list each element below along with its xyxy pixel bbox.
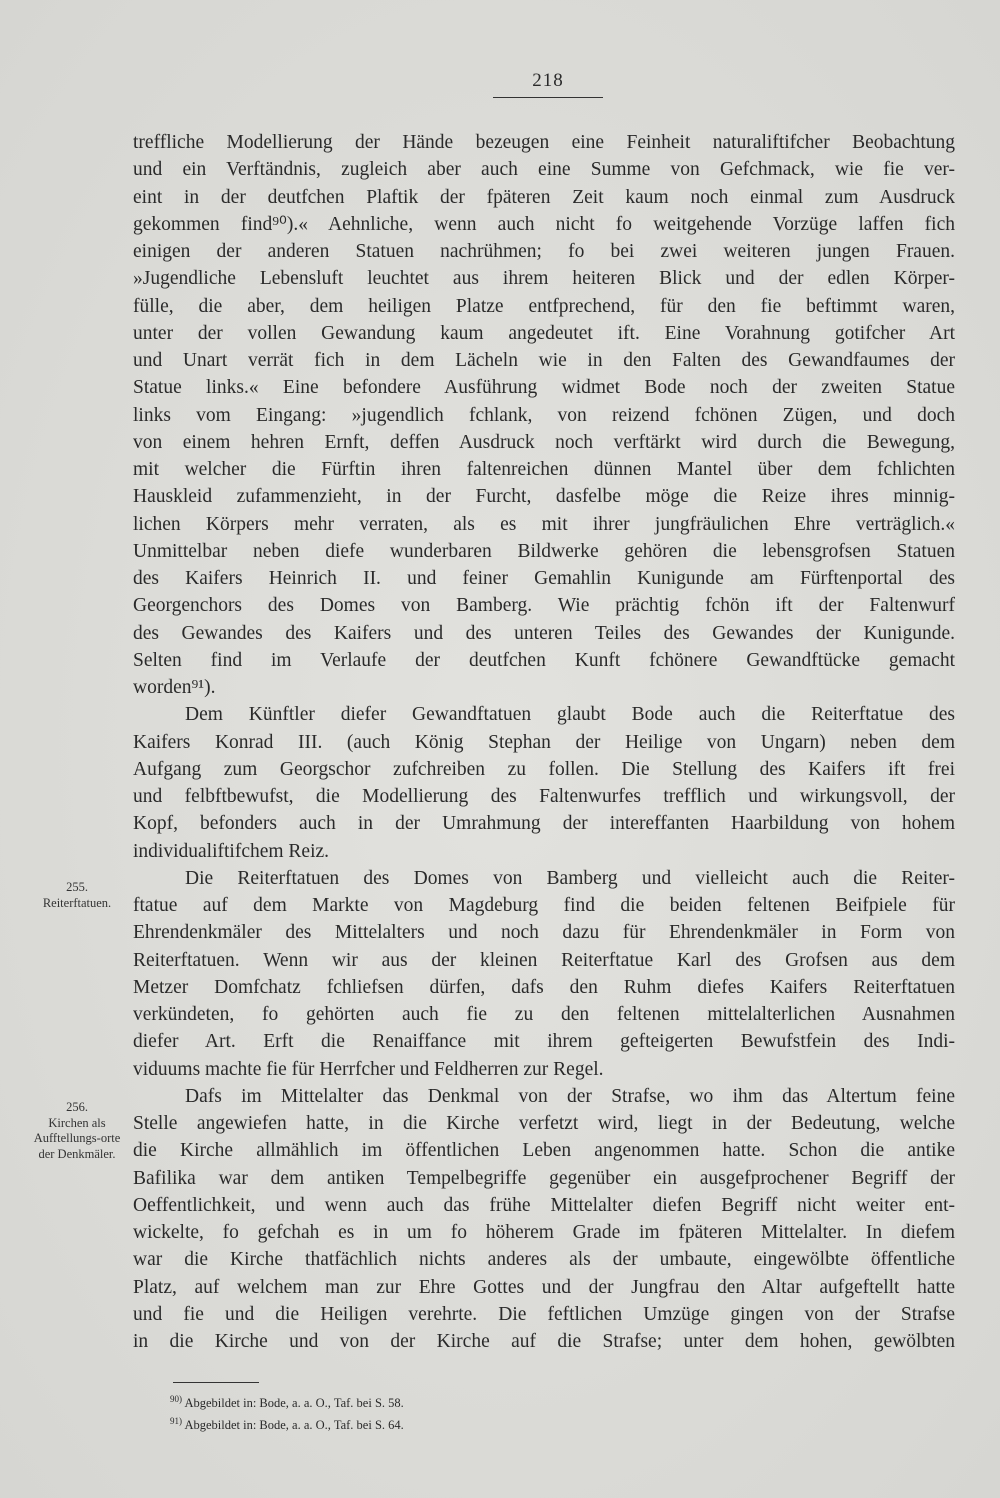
text-line: Aufgang zum Georgschor zufchreiben zu follen. Die Stellung des Kaifers ift frei <box>133 758 955 780</box>
body-text <box>133 129 955 1355</box>
text-line: verkündeten, fo gehörten auch fie zu den feltenen mittelalterlichen Ausnahmen <box>133 1004 955 1025</box>
text-line: des Gewandes des Kaifers und des unteren Teiles des Gewandes der Kunigunde. <box>133 622 955 644</box>
text-line: Die Reiterftatuen des Domes von Bamberg und vielleicht auch die Reiter- <box>185 867 955 889</box>
footnote-number: 91) <box>170 1416 182 1427</box>
text-line: Selten find im Verlaufe der deutfchen Kunft fchönere Gewandftücke gemacht <box>133 649 955 671</box>
footnote <box>170 1390 670 1412</box>
margin-note-255 <box>28 880 126 911</box>
text-line: und fie und die Heiligen verehrte. Die feftlichen Umzüge gingen von der Strafse <box>133 1303 955 1325</box>
text-line: Stelle angewiefen hatte, in die Kirche verfetzt wird, liegt in der Bedeutung, welche <box>133 1113 955 1134</box>
text-line: Bafilika war dem antiken Tempelbegriffe gegenüber ein ausgefprochener Begriff der <box>133 1167 955 1189</box>
text-line: Dafs im Mittelalter das Denkmal von der Strafse, wo ihm das Altertum feine <box>185 1085 955 1107</box>
text-line: treffliche Modellierung der Hände bezeugen eine Feinheit naturaliftifcher Beobachtung <box>133 132 955 153</box>
footnote <box>170 1412 670 1434</box>
text-line: Reiterftatuen. Wenn wir aus der kleinen Reiterftatue Karl des Grofsen aus dem <box>133 949 955 971</box>
text-line: lichen Körpers mehr verraten, als es mit ihrer jungfräulichen Ehre verträglich.« <box>133 513 955 535</box>
text-line: links vom Eingang: »jugendlich fchlank, von reizend fchönen Zügen, und doch <box>133 404 955 426</box>
text-line: Kopf, befonders auch in der Umrahmung der intereffanten Haarbildung von hohem <box>133 813 955 835</box>
text-line: und felbftbewufst, die Modellierung des Faltenwurfes trefflich und wirkungsvoll, der <box>133 786 955 807</box>
margin-note-text: Kirchen als Aufftellungs-orte der Denkmäler. <box>33 1115 121 1161</box>
header-rule <box>493 97 603 98</box>
text-line: »Jugendliche Lebensluft leuchtet aus ihrem heiteren Blick und der edlen Körper- <box>133 268 955 290</box>
text-line: gekommen find⁹⁰).« Aehnliche, wenn auch nicht fo weitgehende Vorzüge laffen fich <box>133 213 955 235</box>
text-line: mit welcher die Fürftin ihren faltenreichen dünnen Mantel über dem fchlichten <box>133 459 955 480</box>
text-line: fülle, die aber, dem heiligen Platze entfprechend, für den fie beftimmt waren, <box>133 295 955 317</box>
margin-note-256 <box>28 1100 126 1162</box>
text-line: und ein Verftändnis, zugleich aber auch eine Summe von Gefchmack, wie fie ver- <box>133 159 955 181</box>
text-line: Statue links.« Eine befondere Ausführung widmet Bode noch der zweiten Statue <box>133 377 955 399</box>
text-line: Georgenchors des Domes von Bamberg. Wie prächtig fchön ift der Faltenwurf <box>133 595 955 617</box>
page-number: 218 <box>532 70 564 91</box>
text-line: des Kaifers Heinrich II. und feiner Gemahlin Kunigunde am Fürftenportal des <box>133 568 955 589</box>
text-line: viduums machte fie für Herrfcher und Feldherren zur Regel. <box>133 1058 604 1080</box>
text-line: Metzer Domfchatz fchliefsen dürfen, dafs den Ruhm diefes Kaifers Reiterftatuen <box>133 976 955 998</box>
footnote-number: 90) <box>170 1394 182 1404</box>
text-line: Ehrendenkmäler des Mittelalters und noch dazu für Ehrendenkmäler in Form von <box>133 922 955 944</box>
text-line: Oeffentlichkeit, und wenn auch das frühe Mittelalter diefen Begriff nicht weiter ent- <box>133 1194 955 1216</box>
text-line: unter der vollen Gewandung kaum angedeutet ift. Eine Vorahnung gotifcher Art <box>133 322 955 344</box>
text-line: diefer Art. Erft die Renaiffance mit ihrem gefteigerten Bewufstfein des Indi- <box>133 1031 955 1053</box>
text-line: worden⁹¹). <box>133 677 216 698</box>
text-line: Platz, auf welchem man zur Ehre Gottes und der Jungfrau den Altar aufgeftellt hatte <box>133 1276 955 1298</box>
footnote-text: Abgebildet in: Bode, a. a. O., Taf. bei S. 64. <box>184 1418 404 1433</box>
margin-note-number: 255. <box>66 880 88 894</box>
footnote-text: Abgebildet in: Bode, a. a. O., Taf. bei S. 58. <box>184 1396 404 1411</box>
text-line: und Unart verrät fich in dem Lächeln wie in den Falten des Gewandfaumes der <box>133 350 955 371</box>
footnote-rule <box>173 1382 259 1383</box>
text-line: die Kirche allmählich im öffentlichen Leben angenommen hatte. Schon die antike <box>133 1140 955 1162</box>
text-line: von einem hehren Ernft, deffen Ausdruck noch verftärkt wird durch die Bewegung, <box>133 431 955 453</box>
text-line: wickelte, fo gefchah es in um fo höherem Grade im fpäteren Mittelalter. In diefem <box>133 1222 955 1243</box>
margin-note-text: Reiterftatuen. <box>42 895 112 910</box>
footnotes <box>170 1390 670 1434</box>
text-line: war die Kirche thatfächlich nichts anderes als der umbaute, eingewölbte öffentliche <box>133 1249 955 1271</box>
text-line: Hauskleid zufammenzieht, in der Furcht, dasfelbe möge die Reize ihres minnig- <box>133 486 955 508</box>
margin-note-number: 256. <box>66 1100 88 1114</box>
text-line: einigen der anderen Statuen nachrühmen; fo bei zwei weiteren jungen Frauen. <box>133 241 955 262</box>
text-line: eint in der deutfchen Plaftik der fpäteren Zeit kaum noch einmal zum Ausdruck <box>133 186 955 208</box>
text-line: ftatue auf dem Markte von Magdeburg find die beiden feltenen Beifpiele für <box>133 895 955 916</box>
text-line: Dem Künftler diefer Gewandftatuen glaubt Bode auch die Reiterftatue des <box>185 704 955 726</box>
text-line: Unmittelbar neben diefe wunderbaren Bildwerke gehören die lebensgrofsen Statuen <box>133 540 955 562</box>
text-line: in die Kirche und von der Kirche auf die Strafse; unter dem hohen, gewölbten <box>133 1331 955 1352</box>
text-line: individualiftifchem Reiz. <box>133 840 330 862</box>
text-line: Kaifers Konrad III. (auch König Stephan der Heilige von Ungarn) neben dem <box>133 731 955 753</box>
